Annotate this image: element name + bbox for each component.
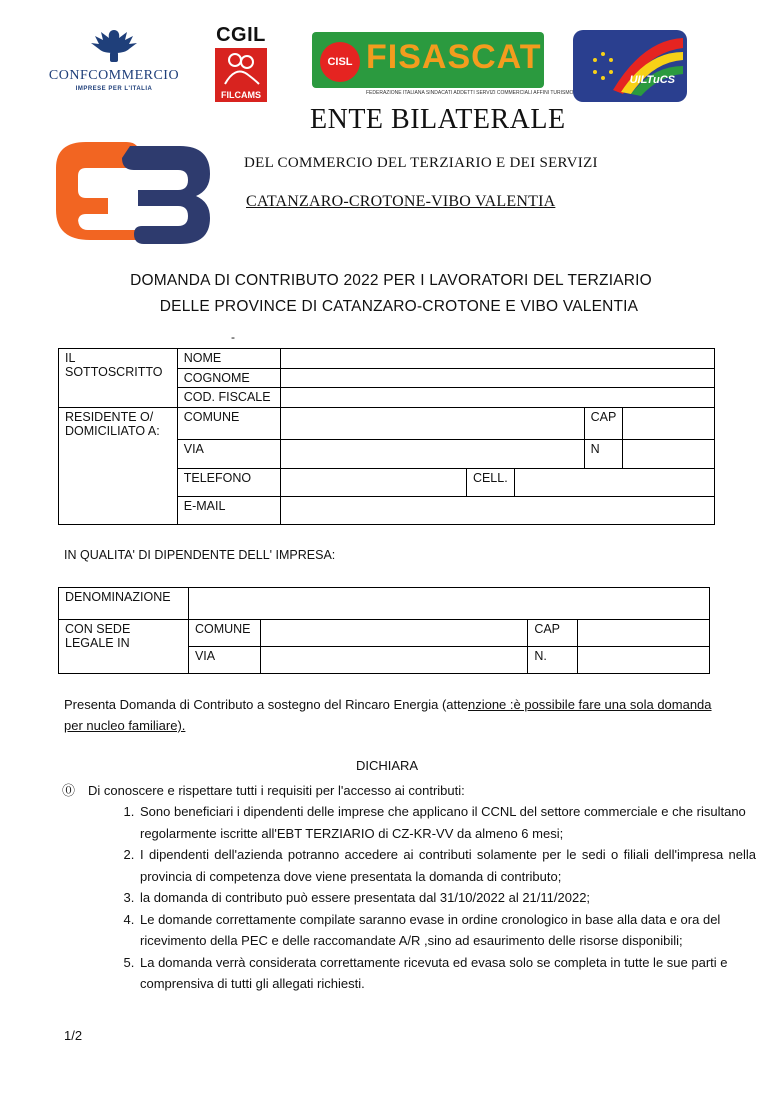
cell-field[interactable] — [514, 469, 714, 497]
uiltucs-logo — [573, 30, 687, 102]
n-label: N — [584, 440, 623, 469]
ente-subtitle: DEL COMMERCIO DEL TERZIARIO E DEI SERVIZI — [244, 155, 598, 171]
confcommercio-tagline: IMPRESE PER L'ITALIA — [75, 86, 153, 92]
residente-label: RESIDENTE O/ DOMICILIATO A: — [59, 408, 178, 525]
sede-legale-label: CON SEDE LEGALE IN — [59, 620, 189, 674]
presenta-paragraph — [64, 694, 724, 736]
intro-line — [62, 780, 465, 799]
via-field[interactable] — [281, 440, 585, 469]
telefono-field[interactable] — [281, 469, 467, 497]
dash-mark: - — [231, 330, 235, 344]
impresa-comune-field[interactable] — [260, 620, 527, 647]
ente-area: CATANZARO-CROTONE-VIBO VALENTIA — [246, 193, 556, 210]
telefono-label: TELEFONO — [177, 469, 280, 497]
email-field[interactable] — [281, 497, 715, 525]
page-number: 1/2 — [64, 1028, 83, 1043]
fisascat-name: FISASCAT — [366, 38, 542, 76]
email-label: E-MAIL — [177, 497, 280, 525]
fisascat-subtitle: FEDERAZIONE ITALIANA SINDACATI ADDETTI SERVIZI COMMERCIALI AFFINI TURISMO — [366, 90, 574, 96]
n-field[interactable] — [623, 440, 715, 469]
comune-field[interactable] — [281, 408, 585, 440]
document-title-line1: DOMANDA DI CONTRIBUTO 2022 PER I LAVORATORI DEL TERZIARIO — [130, 272, 652, 289]
impresa-via-field[interactable] — [260, 647, 527, 674]
impresa-via-label: VIA — [188, 647, 260, 674]
impresa-n-field[interactable] — [578, 647, 710, 674]
via-label: VIA — [177, 440, 280, 469]
ente-title: ENTE BILATERALE — [310, 104, 566, 135]
eb-emblem-icon — [46, 138, 216, 246]
cisl-badge: CISL — [320, 42, 360, 82]
ente-bilaterale-logo — [46, 138, 216, 246]
figures-icon — [215, 48, 267, 90]
sottoscritto-label: IL SOTTOSCRITTO — [59, 349, 178, 408]
uiltucs-name: UILTuCS — [629, 74, 675, 86]
confcommercio-logo — [44, 26, 184, 106]
nome-label: NOME — [177, 349, 280, 369]
list-item: 3. la domanda di contributo può essere presentata dal 31/10/2022 al 21/11/2022; — [138, 887, 756, 909]
intro-text: Di conoscere e rispettare tutti i requisiti per l'accesso ai contributi: — [88, 783, 465, 798]
impresa-cap-field[interactable] — [578, 620, 710, 647]
requirements-list — [112, 801, 756, 995]
company-table — [58, 587, 710, 674]
circled-zero-icon: ⓪ — [62, 783, 76, 798]
nome-field[interactable] — [281, 349, 715, 369]
cgil-filcams-logo — [210, 24, 272, 102]
uiltucs-emblem-icon — [573, 30, 687, 102]
fisascat-logo — [312, 32, 574, 96]
cell-label: CELL. — [466, 469, 514, 497]
cap-field[interactable] — [623, 408, 715, 440]
comune-label: COMUNE — [177, 408, 280, 440]
cod-fiscale-label: COD. FISCALE — [177, 388, 280, 408]
document-title-line2: DELLE PROVINCE DI CATANZARO-CROTONE E VIBO VALENTIA — [159, 298, 639, 315]
denominazione-field[interactable] — [188, 588, 709, 620]
cognome-field[interactable] — [281, 369, 715, 388]
list-item: 5. La domanda verrà considerata correttamente ricevuta ed evasa solo se completa in tutte le sue parti e comprensiva di tutti gli allegati richiesti. — [138, 952, 756, 995]
impresa-cap-label: CAP — [528, 620, 578, 647]
list-item: 4. Le domande correttamente compilate saranno evase in ordine cronologico in base alla data e ora del ricevimento della PEC e delle raccomandate A/R ,sino ad esaurimento delle risorse disponibili; — [138, 909, 756, 952]
list-item: 1. Sono beneficiari i dipendenti delle imprese che applicano il CCNL del settore commerciale e che risultano regolarmente iscritte all'EBT TERZIARIO di CZ-KR-VV da almeno 6 mesi; — [138, 801, 756, 844]
impresa-n-label: N. — [528, 647, 578, 674]
applicant-table — [58, 348, 715, 525]
filcams-name: FILCAMS — [221, 90, 261, 100]
presenta-underlined-text: nzione :è possibile fare una sola domanda per nucleo familiare). — [64, 697, 712, 733]
cognome-label: COGNOME — [177, 369, 280, 388]
eagle-icon — [44, 26, 184, 66]
dichiara-heading: DICHIARA — [355, 758, 419, 773]
denominazione-label: DENOMINAZIONE — [59, 588, 189, 620]
presenta-text: Presenta Domanda di Contributo a sostegno del Rincaro Energia (atte — [64, 697, 468, 712]
cgil-name: CGIL — [216, 24, 266, 46]
confcommercio-name: CONFCOMMERCIO — [48, 68, 180, 83]
cap-label: CAP — [584, 408, 623, 440]
list-item: 2. I dipendenti dell'azienda potranno accedere ai contributi solamente per le sedi o filiali dell'impresa nella provincia di competenza dove viene presentata la domanda di contributo; — [138, 844, 756, 887]
qualita-dipendente: IN QUALITA' DI DIPENDENTE DELL' IMPRESA: — [64, 548, 336, 562]
impresa-comune-label: COMUNE — [188, 620, 260, 647]
cod-fiscale-field[interactable] — [281, 388, 715, 408]
